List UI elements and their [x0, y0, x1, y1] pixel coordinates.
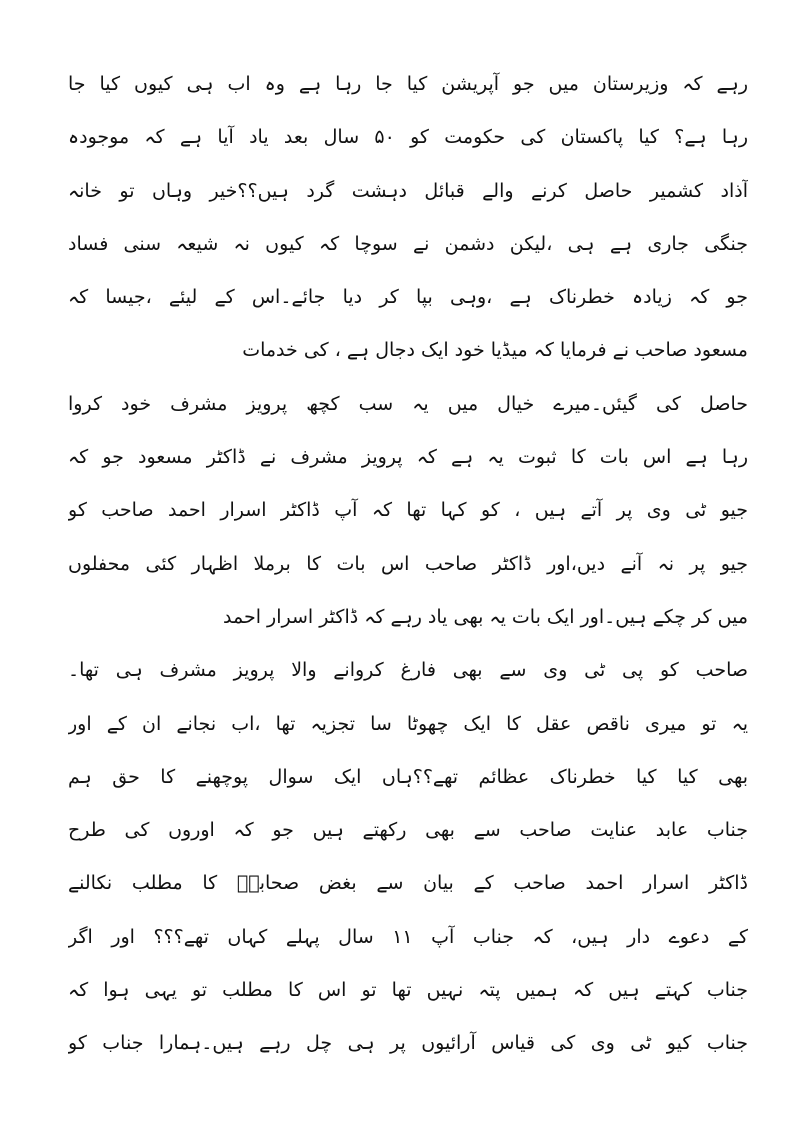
text-line: مسعود صاحب نے فرمایا کہ میڈیا خود ایک دجال ہے ، کی خدمات	[242, 339, 748, 362]
text-line: رہا ہے اس بات کا ثبوت یہ ہے کہ پرویز مشرف نے ڈاکٹر مسعود جو کہ	[68, 446, 748, 469]
text-line: جناب عابد عنایت صاحب سے بھی رکھتے ہیں جو کہ اوروں کی طرح	[68, 819, 748, 842]
text-line: رہے کہ وزیرستان میں جو آپریشن کیا جا رہا ہے وہ اب ہی کیوں کیا جا	[68, 73, 748, 95]
urdu-text-body	[68, 58, 748, 1071]
text-line: جناب کیو ٹی وی کی قیاس آرائیوں پر ہی چل رہے ہیں۔ہمارا جناب کو	[68, 1032, 748, 1055]
text-line: رہا ہے؟ کیا پاکستان کی حکومت کو ۵۰ سال بعد یاد آیا ہے کہ موجودہ	[68, 126, 748, 149]
text-line: صاحب کو پی ٹی وی سے بھی فارغ کروانے والا پرویز مشرف ہی تھا۔	[68, 659, 748, 682]
text-line: جناب کہتے ہیں کہ ہمیں پتہ نہیں تھا تو اس کا مطلب تو یہی ہوا کہ	[68, 979, 748, 1002]
text-line: آذاد کشمیر حاصل کرنے والے قبائل دہشت گرد ہیں؟؟خیر وہاں تو خانہ	[68, 179, 748, 202]
text-line: یہ تو میری ناقص عقل کا ایک چھوٹا سا تجزیہ تھا ،اب نجانے ان کے اور	[68, 712, 748, 735]
text-line: کے دعوے دار ہیں، کہ جناب آپ ۱۱ سال پہلے کہاں تھے؟؟؟ اور اگر	[68, 925, 748, 948]
text-line: جیو ٹی وی پر آتے ہیں ، کو کہا تھا کہ آپ ڈاکٹر اسرار احمد صاحب کو	[68, 499, 748, 522]
text-line: جو کہ زیادہ خطرناک ہے ،وہی بپا کر دیا جائے۔اس کے لیئے ،جیسا کہ	[68, 286, 748, 309]
text-line: جنگی جاری ہے ہی ،لیکن دشمن نے سوچا کہ کیوں نہ شیعہ سنی فساد	[68, 232, 748, 255]
text-line: بھی کیا کیا خطرناک عظائم تھے؟؟ہاں ایک سوال پوچھنے کا حق ہم	[68, 765, 748, 788]
text-line: جیو پر نہ آنے دیں،اور ڈاکٹر صاحب اس بات کا برملا اظہار کئی محفلوں	[68, 552, 748, 575]
text-line: حاصل کی گیئں۔میرے خیال میں یہ سب کچھ پرویز مشرف خود کروا	[68, 392, 748, 415]
text-line: ڈاکٹر اسرار احمد صاحب کے بیان سے بغض صحابہؓ کا مطلب نکالنے	[68, 872, 748, 895]
text-line: میں کر چکے ہیں۔اور ایک بات یہ بھی یاد رہے کہ ڈاکٹر اسرار احمد	[223, 605, 748, 628]
